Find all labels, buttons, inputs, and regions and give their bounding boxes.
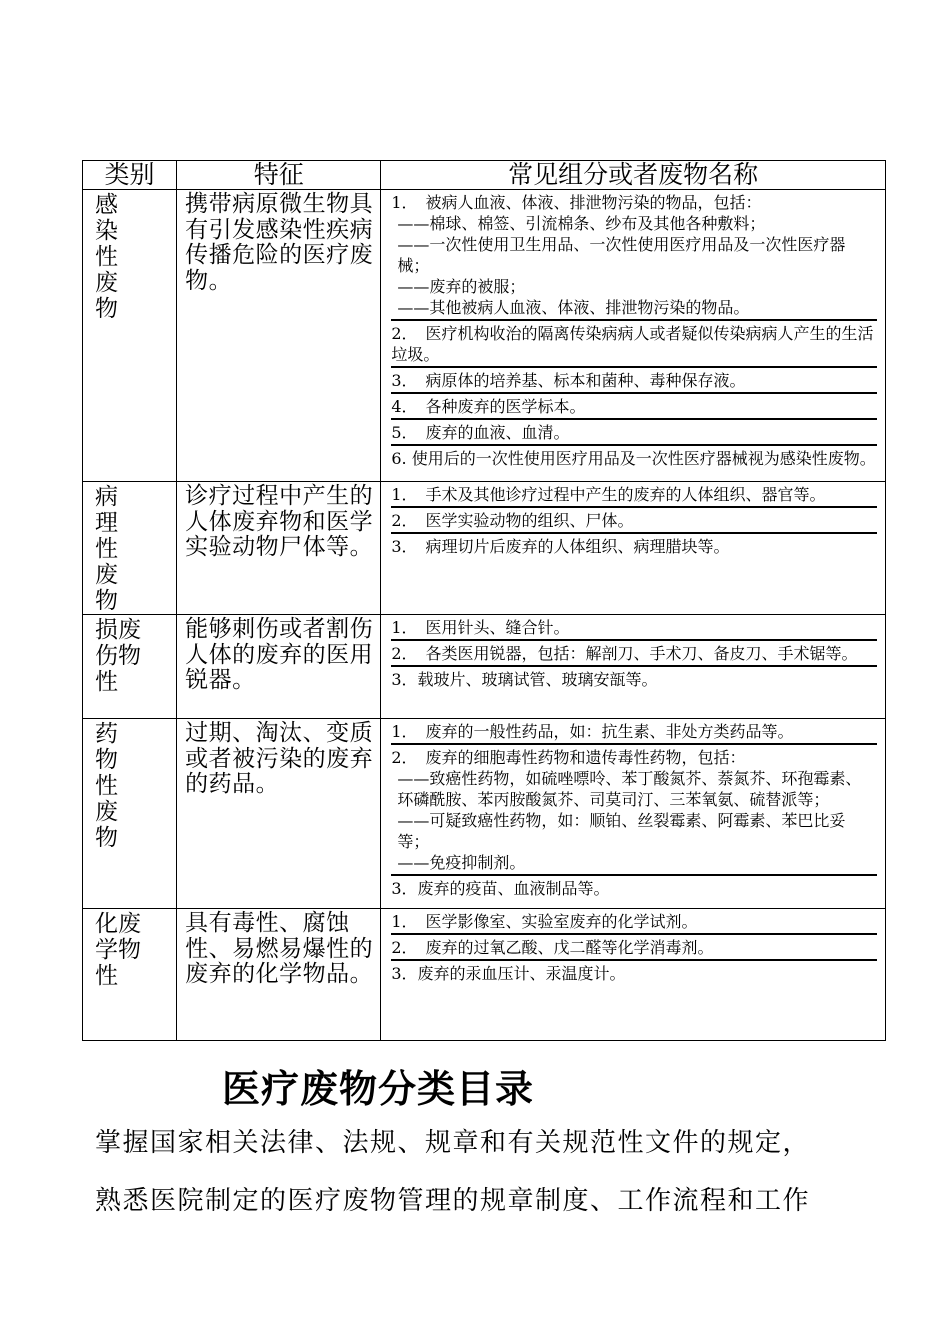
item-text: 3．废弃的汞血压计、汞温度计。: [391, 964, 626, 983]
item-subline: ——可疑致癌性药物，如：顺铂、丝裂霉素、阿霉素、苯巴比妥等；: [397, 811, 846, 851]
table-row: [83, 909, 886, 1041]
medical-waste-table: [82, 160, 886, 1041]
category-text: 物: [95, 747, 118, 773]
category-text: 性: [95, 963, 118, 989]
item-text: 1． 医用针头、缝合针。: [391, 618, 570, 637]
category-cell: [83, 719, 177, 909]
category-text: 理: [95, 510, 118, 536]
item-text: 3．废弃的疫苗、血液制品等。: [391, 879, 610, 898]
feature-cell: 具有毒性、腐蚀性、易燃易爆性的废弃的化学物品。: [177, 909, 381, 1041]
item-text: 2． 各类医用锐器，包括：解剖刀、手术刀、备皮刀、手术锯等。: [391, 644, 858, 663]
components-cell: [381, 482, 886, 615]
header-components: 常见组分或者废物名称: [381, 161, 886, 190]
category-text: 废: [95, 270, 118, 296]
category-text: 病: [95, 484, 118, 510]
components-cell: [381, 615, 886, 719]
category-text: 性: [95, 536, 118, 562]
table-row: [83, 615, 886, 719]
component-item: [391, 396, 877, 420]
paragraph-line-2: 熟悉医院制定的医疗废物管理的规章制度、工作流程和工作: [95, 1186, 811, 1216]
table-row: [83, 719, 886, 909]
component-item: [391, 721, 877, 745]
header-category: 类别: [83, 161, 177, 190]
item-subline: ——免疫抑制剂。: [397, 853, 526, 872]
components-cell: [381, 909, 886, 1041]
category-cell: [83, 482, 177, 615]
component-item: [391, 422, 877, 446]
category-cell: [83, 909, 177, 1041]
component-item: [391, 192, 877, 321]
paragraph-line-1: 掌握国家相关法律、法规、规章和有关规范性文件的规定，: [95, 1128, 811, 1158]
component-item: [391, 669, 877, 691]
item-subline: ——废弃的被服；: [397, 277, 526, 296]
component-item: [391, 937, 877, 961]
item-text: 2． 废弃的过氧乙酸、戊二醛等化学消毒剂。: [391, 938, 714, 957]
item-subline: ——一次性使用卫生用品、一次性使用医疗用品及一次性医疗器械；: [397, 235, 846, 275]
item-text: 4． 各种废弃的医学标本。: [391, 397, 586, 416]
item-text: 1． 医学影像室、实验室废弃的化学试剂。: [391, 912, 698, 931]
components-cell: [381, 719, 886, 909]
item-text: 2． 废弃的细胞毒性药物和遗传毒性药物，包括：: [391, 748, 746, 767]
item-text: 5． 废弃的血液、血清。: [391, 423, 570, 442]
component-item: [391, 617, 877, 641]
component-item: [391, 536, 877, 558]
table-row: [83, 190, 886, 482]
components-cell: [381, 190, 886, 482]
category-cell: [83, 615, 177, 719]
item-text: 2． 医学实验动物的组织、尸体。: [391, 511, 634, 530]
component-item: [391, 963, 877, 985]
component-item: [391, 484, 877, 508]
item-text: 1． 手术及其他诊疗过程中产生的废弃的人体组织、器官等。: [391, 485, 826, 504]
category-text: 物: [95, 296, 118, 322]
category-text: 感: [95, 192, 118, 218]
category-text: 物: [95, 825, 118, 851]
item-text: 3．载玻片、玻璃试管、玻璃安瓿等。: [391, 670, 658, 689]
feature-cell: 能够刺伤或者割伤人体的废弃的医用锐器。: [177, 615, 381, 719]
category-text: 化废: [95, 911, 141, 937]
component-item: [391, 510, 877, 534]
component-item: [391, 643, 877, 667]
component-item: [391, 878, 877, 900]
component-item: [391, 323, 877, 368]
category-text: 损废: [95, 617, 141, 643]
item-text: 2． 医疗机构收治的隔离传染病病人或者疑似传染病病人产生的生活垃圾。: [391, 324, 874, 364]
category-text: 性: [95, 244, 118, 270]
item-subline: ——致癌性药物，如硫唑嘌呤、苯丁酸氮芥、萘氮芥、环孢霉素、环磷酰胺、苯丙胺酸氮芥、司莫司汀、三苯氧氨、硫替派等；: [397, 769, 862, 809]
feature-cell: 诊疗过程中产生的人体废弃物和医学实验动物尸体等。: [177, 482, 381, 615]
item-subline: ——其他被病人血液、体液、排泄物污染的物品。: [397, 298, 750, 317]
category-text: 染: [95, 218, 118, 244]
item-text: 3． 病理切片后废弃的人体组织、病理腊块等。: [391, 537, 730, 556]
category-text: 学物: [95, 937, 141, 963]
category-text: 废: [95, 562, 118, 588]
document-title: 医疗废物分类目录: [222, 1066, 535, 1111]
feature-cell: 携带病原微生物具有引发感染性疾病传播危险的医疗废物。: [177, 190, 381, 482]
header-feature: 特征: [177, 161, 381, 190]
component-item: [391, 448, 877, 470]
item-text: 6. 使用后的一次性使用医疗用品及一次性医疗器械视为感染性废物。: [391, 449, 876, 468]
feature-cell: 过期、淘汰、变质或者被污染的废弃的药品。: [177, 719, 381, 909]
component-item: [391, 747, 877, 876]
category-text: 物: [95, 588, 118, 614]
table-header-row: [83, 161, 886, 190]
item-text: 1． 被病人血液、体液、排泄物污染的物品，包括：: [391, 193, 762, 212]
item-subline: ——棉球、棉签、引流棉条、纱布及其他各种敷料；: [397, 214, 766, 233]
component-item: [391, 370, 877, 394]
table-row: [83, 482, 886, 615]
category-text: 伤物: [95, 643, 141, 669]
item-text: 1． 废弃的一般性药品，如：抗生素、非处方类药品等。: [391, 722, 794, 741]
category-text: 性: [95, 669, 118, 695]
item-text: 3． 病原体的培养基、标本和菌种、毒种保存液。: [391, 371, 746, 390]
component-item: [391, 911, 877, 935]
category-text: 性: [95, 773, 118, 799]
category-text: 废: [95, 799, 118, 825]
category-cell: [83, 190, 177, 482]
category-text: 药: [95, 721, 118, 747]
